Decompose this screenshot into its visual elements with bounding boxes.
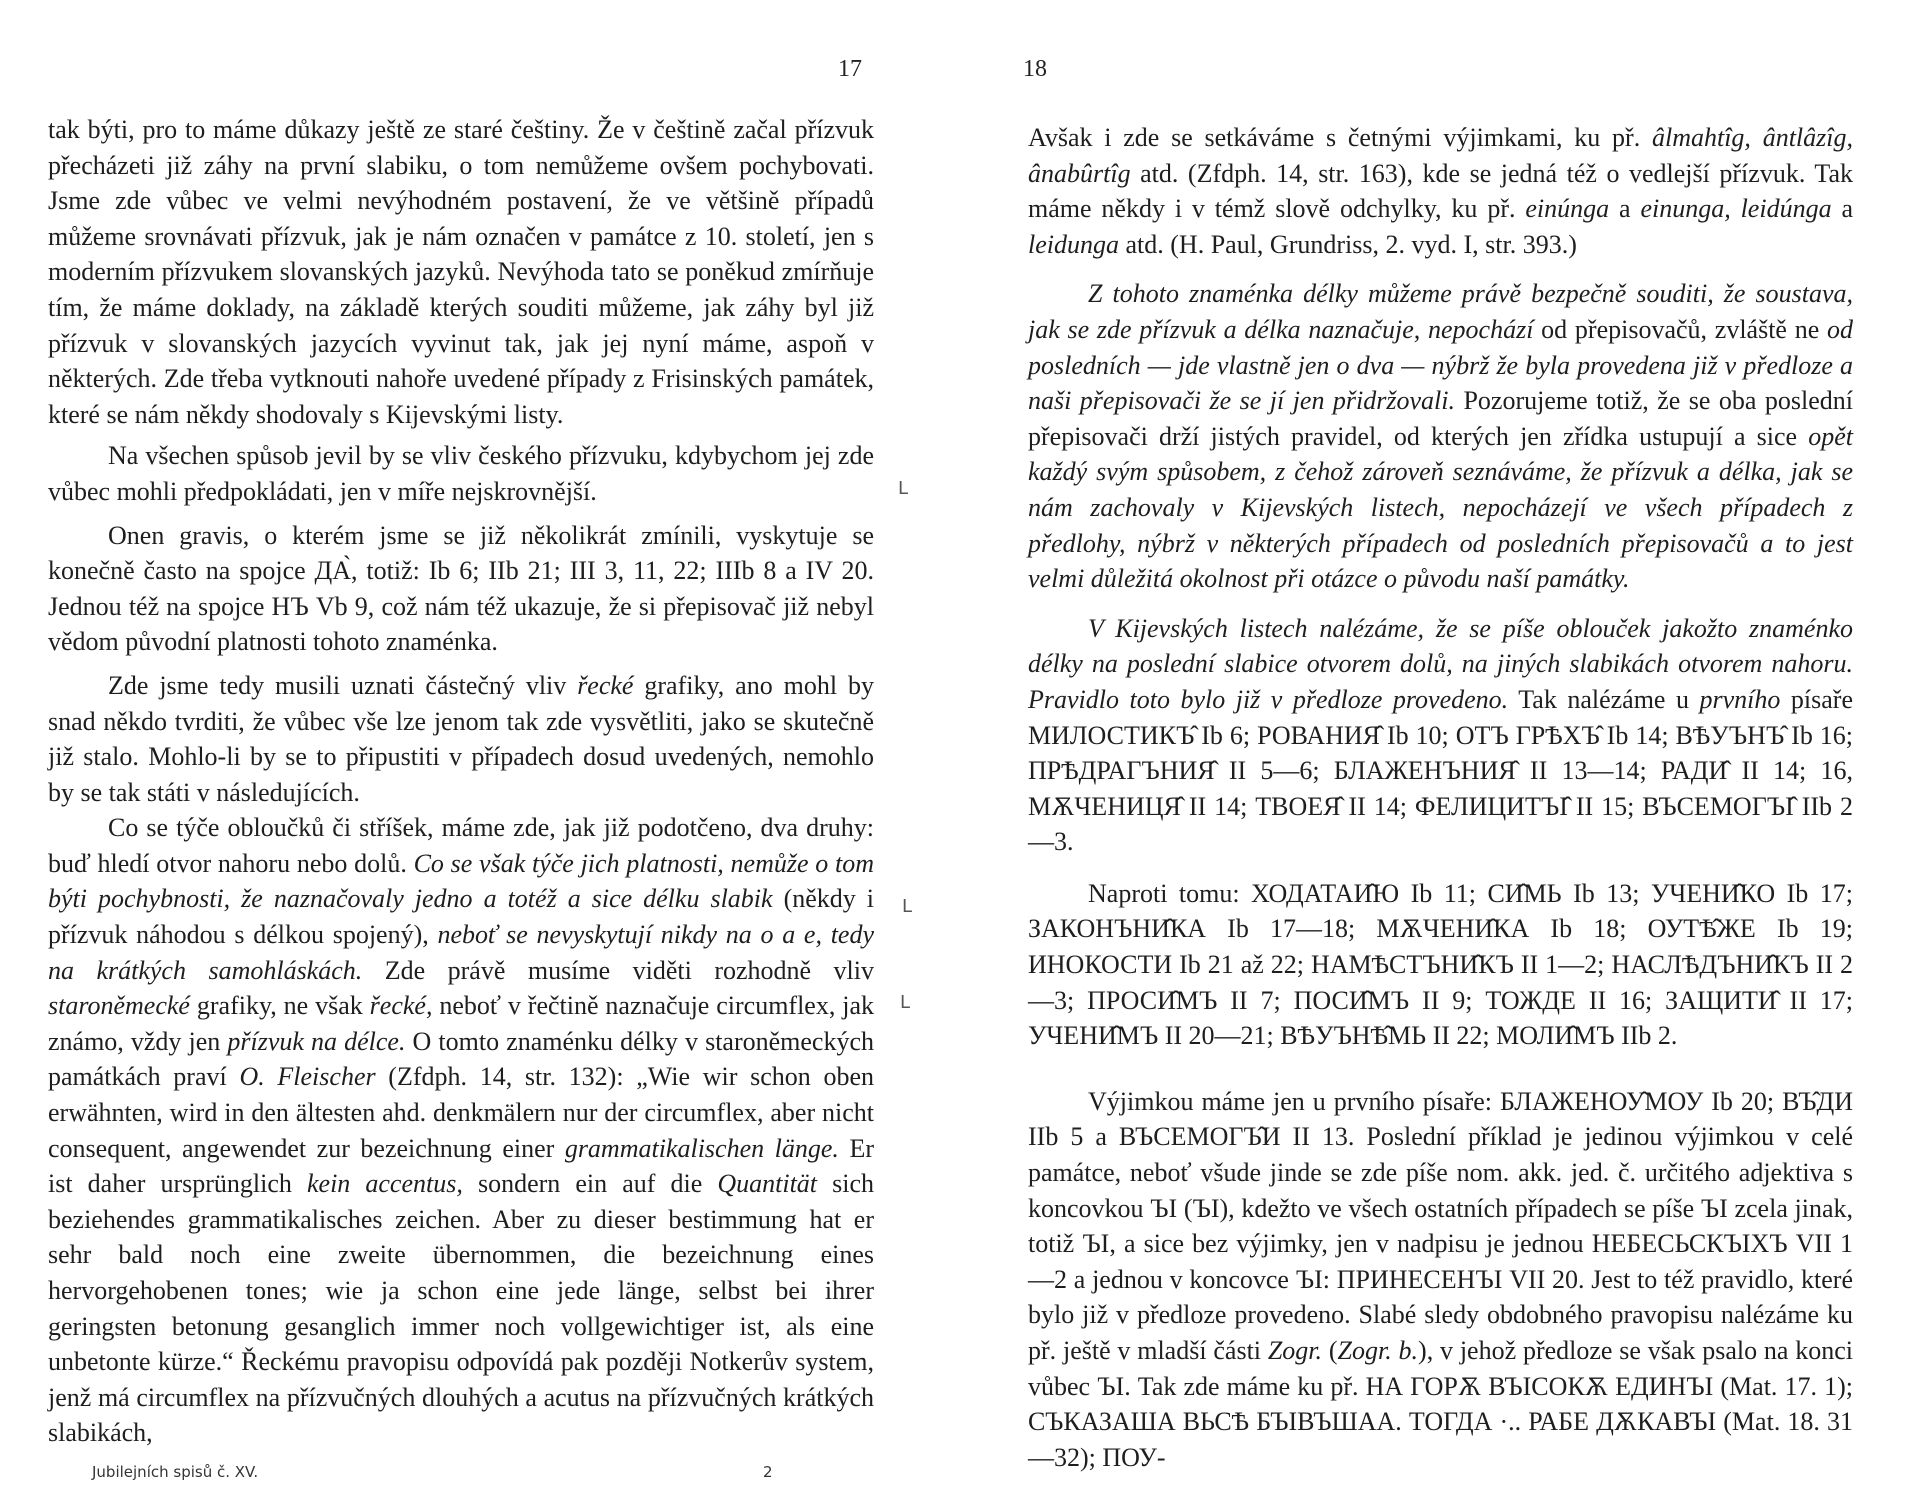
italic-run: V Kijevských listech nalézáme, že se píše oblouček jakožto znaménko délky na poslední slabice otvorem dolů, na jiných slabikách otvorem nahoru. Pravidlo toto bylo již v předloze provedeno. xyxy=(1028,613,1853,714)
paragraph xyxy=(1028,1084,1853,1476)
italic-run: neboť se nevyskytují nikdy na o a e, tedy na krátkých samohláskách. xyxy=(48,920,874,985)
text-run: O tomto znaménku délky v staroněmeckých památkách praví xyxy=(48,1026,875,1092)
text-run: Zde jsme tedy musili uznati částečný vliv xyxy=(108,670,578,700)
italic-run: Quantität xyxy=(717,1169,818,1199)
italic-run: přízvuk na délce. xyxy=(227,1026,406,1056)
italic-run: od posledních — jde vlastně jen o dva — nýbrž že byla provedena již v předloze a naši přepisovači že se jí jen přidržovali. xyxy=(1028,314,1853,416)
margin-mark: ᒪ xyxy=(902,896,913,917)
page-number: 17 xyxy=(838,56,862,82)
text-run: Onen gravis, o kterém jsme se již několikrát zmínili, vyskytuje se konečně často na spojce ДА̀, totiž: Ib 6; IIb 21; III 3, 11, 22; IIIb 8 a IV 20. Jednou též na spojce НЪ Vb 9, což nám též ukazuje, že si přepisovač již nebyl vědom původní platnosti tohoto znaménka. xyxy=(48,520,874,657)
text-run: neboť v řečtině naznačuje circumflex, jak známo, vždy jen xyxy=(48,991,875,1056)
text-run: Pozorujeme totiž, že se oba poslední přepisovači drží jistých pravidel, od kterých jen zřídka ustupují a sice xyxy=(1028,386,1853,451)
text-run: ( xyxy=(1322,1336,1338,1365)
italic-run: Zogr. b. xyxy=(1337,1336,1419,1365)
italic-run: kein accentus, xyxy=(307,1169,463,1199)
text-run: Výjimkou máme jen u prvního písaře: БЛАЖЕНОУ̂МОУ Ib 20; ВЪ̂ДИ IIb 5 a ВЪСЕМОГЪ̂И II 13. Poslední příklad je jedinou výjimkou v celé památce, neboť všude jinde se zde píše nom. akk. jed. č. určitého adjektiva s koncovkou ЪІ (ЪІ), kdežto ve všech ostatních případech se píše ЪІ zcela jinak, totiž ЪІ, a sice bez výjimky, jen v nadpisu je jednou НЕБЕСЬСКЪІХЪ VII 1—2 a jednou v koncovce ЪІ: ПРИНЕСЕНЪІ VII 20. Jest to též pravidlo, které bylo již v předloze provedeno. Slabé sledy obdobného pravopisu nalézáme ku př. ještě v mladší části xyxy=(1028,1086,1853,1365)
italic-run: prvního xyxy=(1699,684,1781,714)
italic-run: Zogr. xyxy=(1267,1336,1323,1365)
paragraph xyxy=(1028,120,1853,262)
right-page-body xyxy=(1028,120,1853,1475)
italic-run: grammatikalischen länge. xyxy=(564,1133,839,1163)
italic-run: opět každý svým spůsobem, z čehož zároveň seznáváme, že přízvuk a délka, jak se nám zachovaly v Kijevských listech, nepocházejí ve všech případech z předlohy, nýbrž v některých případech od posledních přepisovačů a to jest velmi důležitá okolnost při otázce o původu naší památky. xyxy=(1028,421,1853,594)
text-run: Na všechen spůsob jevil by se vliv českého přízvuku, kdybychom jej zde vůbec mohli předpokládati, jen v míře nejskrovnější. xyxy=(48,441,874,506)
text-run: písaře МИЛОСТИКЪ̂ Ib 6; РОВАНИЯ̂ Ib 10; ОТЪ ГРѢХЪ̂ Ib 14; ВѢУЪНЪ̂ Ib 16; ПРѢДРАГЪНИЯ̂ II 5—6; БЛАЖЕНЪНИЯ̂ II 13—14; РАДИ̂ II 14; 16, МѪЧЕНИЦЯ̂ II 14; ТВОЕЯ̂ II 14; ФЕЛИЦИТЪІ̂ II 15; ВЪСЕМОГЪІ̂ IIb 2—3. xyxy=(1028,684,1853,857)
text-run: od přepisovačů, zvláště ne xyxy=(1533,314,1827,344)
paragraph xyxy=(1028,876,1853,1054)
paragraph xyxy=(48,518,874,660)
text-run: Er ist daher ursprünglich xyxy=(48,1133,874,1199)
page-number: 18 xyxy=(1023,56,1047,82)
text-run: sondern ein auf die xyxy=(462,1169,718,1199)
text-run: ), v jehož předloze se však psalo na konci vůbec ЪІ. Tak zde máme ku př. НА ГОРѪ ВЪІСОКѪ ЕДИНЪІ (Mat. 17. 1); СЪКАЗАША ВЬСѢ БЪІВЪШАА. ТОГДА ·.. РАБЕ ДѪКАВЪІ (Mat. 18. 31—32); ПОУ- xyxy=(1028,1336,1854,1472)
margin-mark: ᒪ xyxy=(900,992,911,1013)
text-run: a xyxy=(1831,194,1853,224)
text-run: atd. (Zfdph. 14, str. 163), kde se jedná též o vedlejší přízvuk. Tak máme někdy i v témž slově odchylky, ku př. xyxy=(1028,158,1853,224)
text-run: grafiky, ne však xyxy=(189,991,370,1021)
italic-run: Co se však týče jich platnosti, nemůže o tom býti pochybnosti, že naznačovaly jedno a totéž a sice délku slabik xyxy=(48,848,874,914)
italic-run: âlmahtîg, ântlâzîg, ânabûrtîg xyxy=(1028,123,1853,188)
text-run: (někdy i přízvuk náhodou s délkou spojený), xyxy=(48,884,875,950)
text-run: grafiky, ano mohl by snad někdo tvrditi, že vůbec vše lze jenom tak zde vysvětliti, jako se skutečně již stalo. Mohlo-li by se to připustiti v případech dosud uvedených, nemohlo by se tak státi v následujících. xyxy=(48,670,875,807)
text-run: tak býti, pro to máme důkazy ještě ze staré češtiny. Že v češtině začal přízvuk přecházeti již záhy na první slabiku, o tom nemůžeme ovšem pochybovati. Jsme zde vůbec ve velmi nevýhodném postavení, že ve většině případů můžeme srovnávati přízvuk, jak je nám označen v památce z 10. století, jen s moderním přízvukem slovanských jazyků. Nevýhoda tato se poněkud zmírňuje tím, že máme doklady, na základě kterých souditi můžeme, jak záhy byl již přízvuk v slovanských jazycích vyvinut tak, jak jej nyní máme, aspoň v některých. Zde třeba vytknouti nahoře uvedené případy z Frisinských památek, které se nám někdy shodovaly s Kijevskými listy. xyxy=(48,115,874,429)
left-page-body xyxy=(48,112,874,1451)
text-run: (Zfdph. 14, str. 132): „Wie wir schon oben erwähnten, wird in den ältesten ahd. denkmälern nur der circumflex, aber nicht consequent, angewendet zur bezeichnung einer xyxy=(48,1062,875,1163)
right-page xyxy=(957,0,1914,1500)
italic-run: řecké xyxy=(577,670,634,700)
italic-run: O. Fleischer xyxy=(239,1062,376,1092)
paragraph xyxy=(48,112,874,432)
text-run: sich beziehendes grammatikalisches zeichen. Aber zu dieser bestimmung hat er sehr bald noch eine zweite übernommen, die bezeichnung eines hervorgehobenen tones; wie ja schon eine jede länge, selbst bei ihrer geringsten betonung gesanglich immer noch vollgewichtiger ist, als eine unbetonte kürze.“ Řeckému pravopisu odpovídá pak později Notkerův system, jenž má circumflex na přízvučných dlouhých a acutus na přízvučných krátkých slabikách, xyxy=(48,1169,875,1448)
italic-run: staroněmecké xyxy=(48,991,190,1021)
italic-run: leidunga xyxy=(1028,229,1119,259)
margin-mark: ᒪ xyxy=(898,478,909,499)
italic-run: Z tohoto znaménka délky můžeme právě bezpečně souditi, že soustava, jak se zde přízvuk a délka naznačuje, nepochází xyxy=(1028,279,1853,344)
italic-run: einunga, leidúnga xyxy=(1640,194,1832,224)
text-run: Avšak i zde se setkáváme s četnými výjimkami, ku př. xyxy=(1028,123,1652,152)
footer-sheet-number: 2 xyxy=(763,1463,773,1481)
text-run: a xyxy=(1609,194,1641,224)
paragraph xyxy=(48,810,874,1451)
paragraph xyxy=(48,668,874,810)
text-run: Co se týče obloučků či stříšek, máme zde, jak již podotčeno, dva druhy: buď hledí otvor nahoru nebo dolů. xyxy=(48,813,874,878)
footer-signature: Jubilejních spisů č. XV. xyxy=(92,1463,259,1481)
italic-run: einúnga xyxy=(1525,194,1610,224)
text-run: atd. (H. Paul, Grundriss, 2. vyd. I, str. 393.) xyxy=(1119,229,1577,259)
text-run: Zde právě musíme viděti rozhodně vliv xyxy=(362,955,874,985)
text-run: Tak nalézáme u xyxy=(1508,684,1700,714)
paragraph xyxy=(1028,611,1853,860)
italic-run: řecké, xyxy=(369,991,433,1021)
paragraph xyxy=(48,438,874,509)
paragraph xyxy=(1028,276,1853,596)
text-run: Naproti tomu: ХОДАТАИ̂Ю Ib 11; СИ̂МЬ Ib 13; УЧЕНИ̂КО Ib 17; ЗАКОНЪНИ̂КА Ib 17—18; МѪЧЕНИ̂КА Ib 18; ОУТѢ̂ЖЕ Ib 19; ИНОКОСТИ Ib 21 až 22; НАМѢСТЪНИ̂КЪ II 1—2; НАСЛѢДЪНИ̂КЪ II 2—3; ПРОСИ̂МЪ II 7; ПОСИ̂МЪ II 9; ТОЖДЕ II 16; ЗАЩИТИ̂ II 17; УЧЕНИ̂МЪ II 20—21; ВѢУЪНѢ̂МЬ II 22; МОЛИ̂МЪ IIb 2. xyxy=(1028,878,1853,1051)
